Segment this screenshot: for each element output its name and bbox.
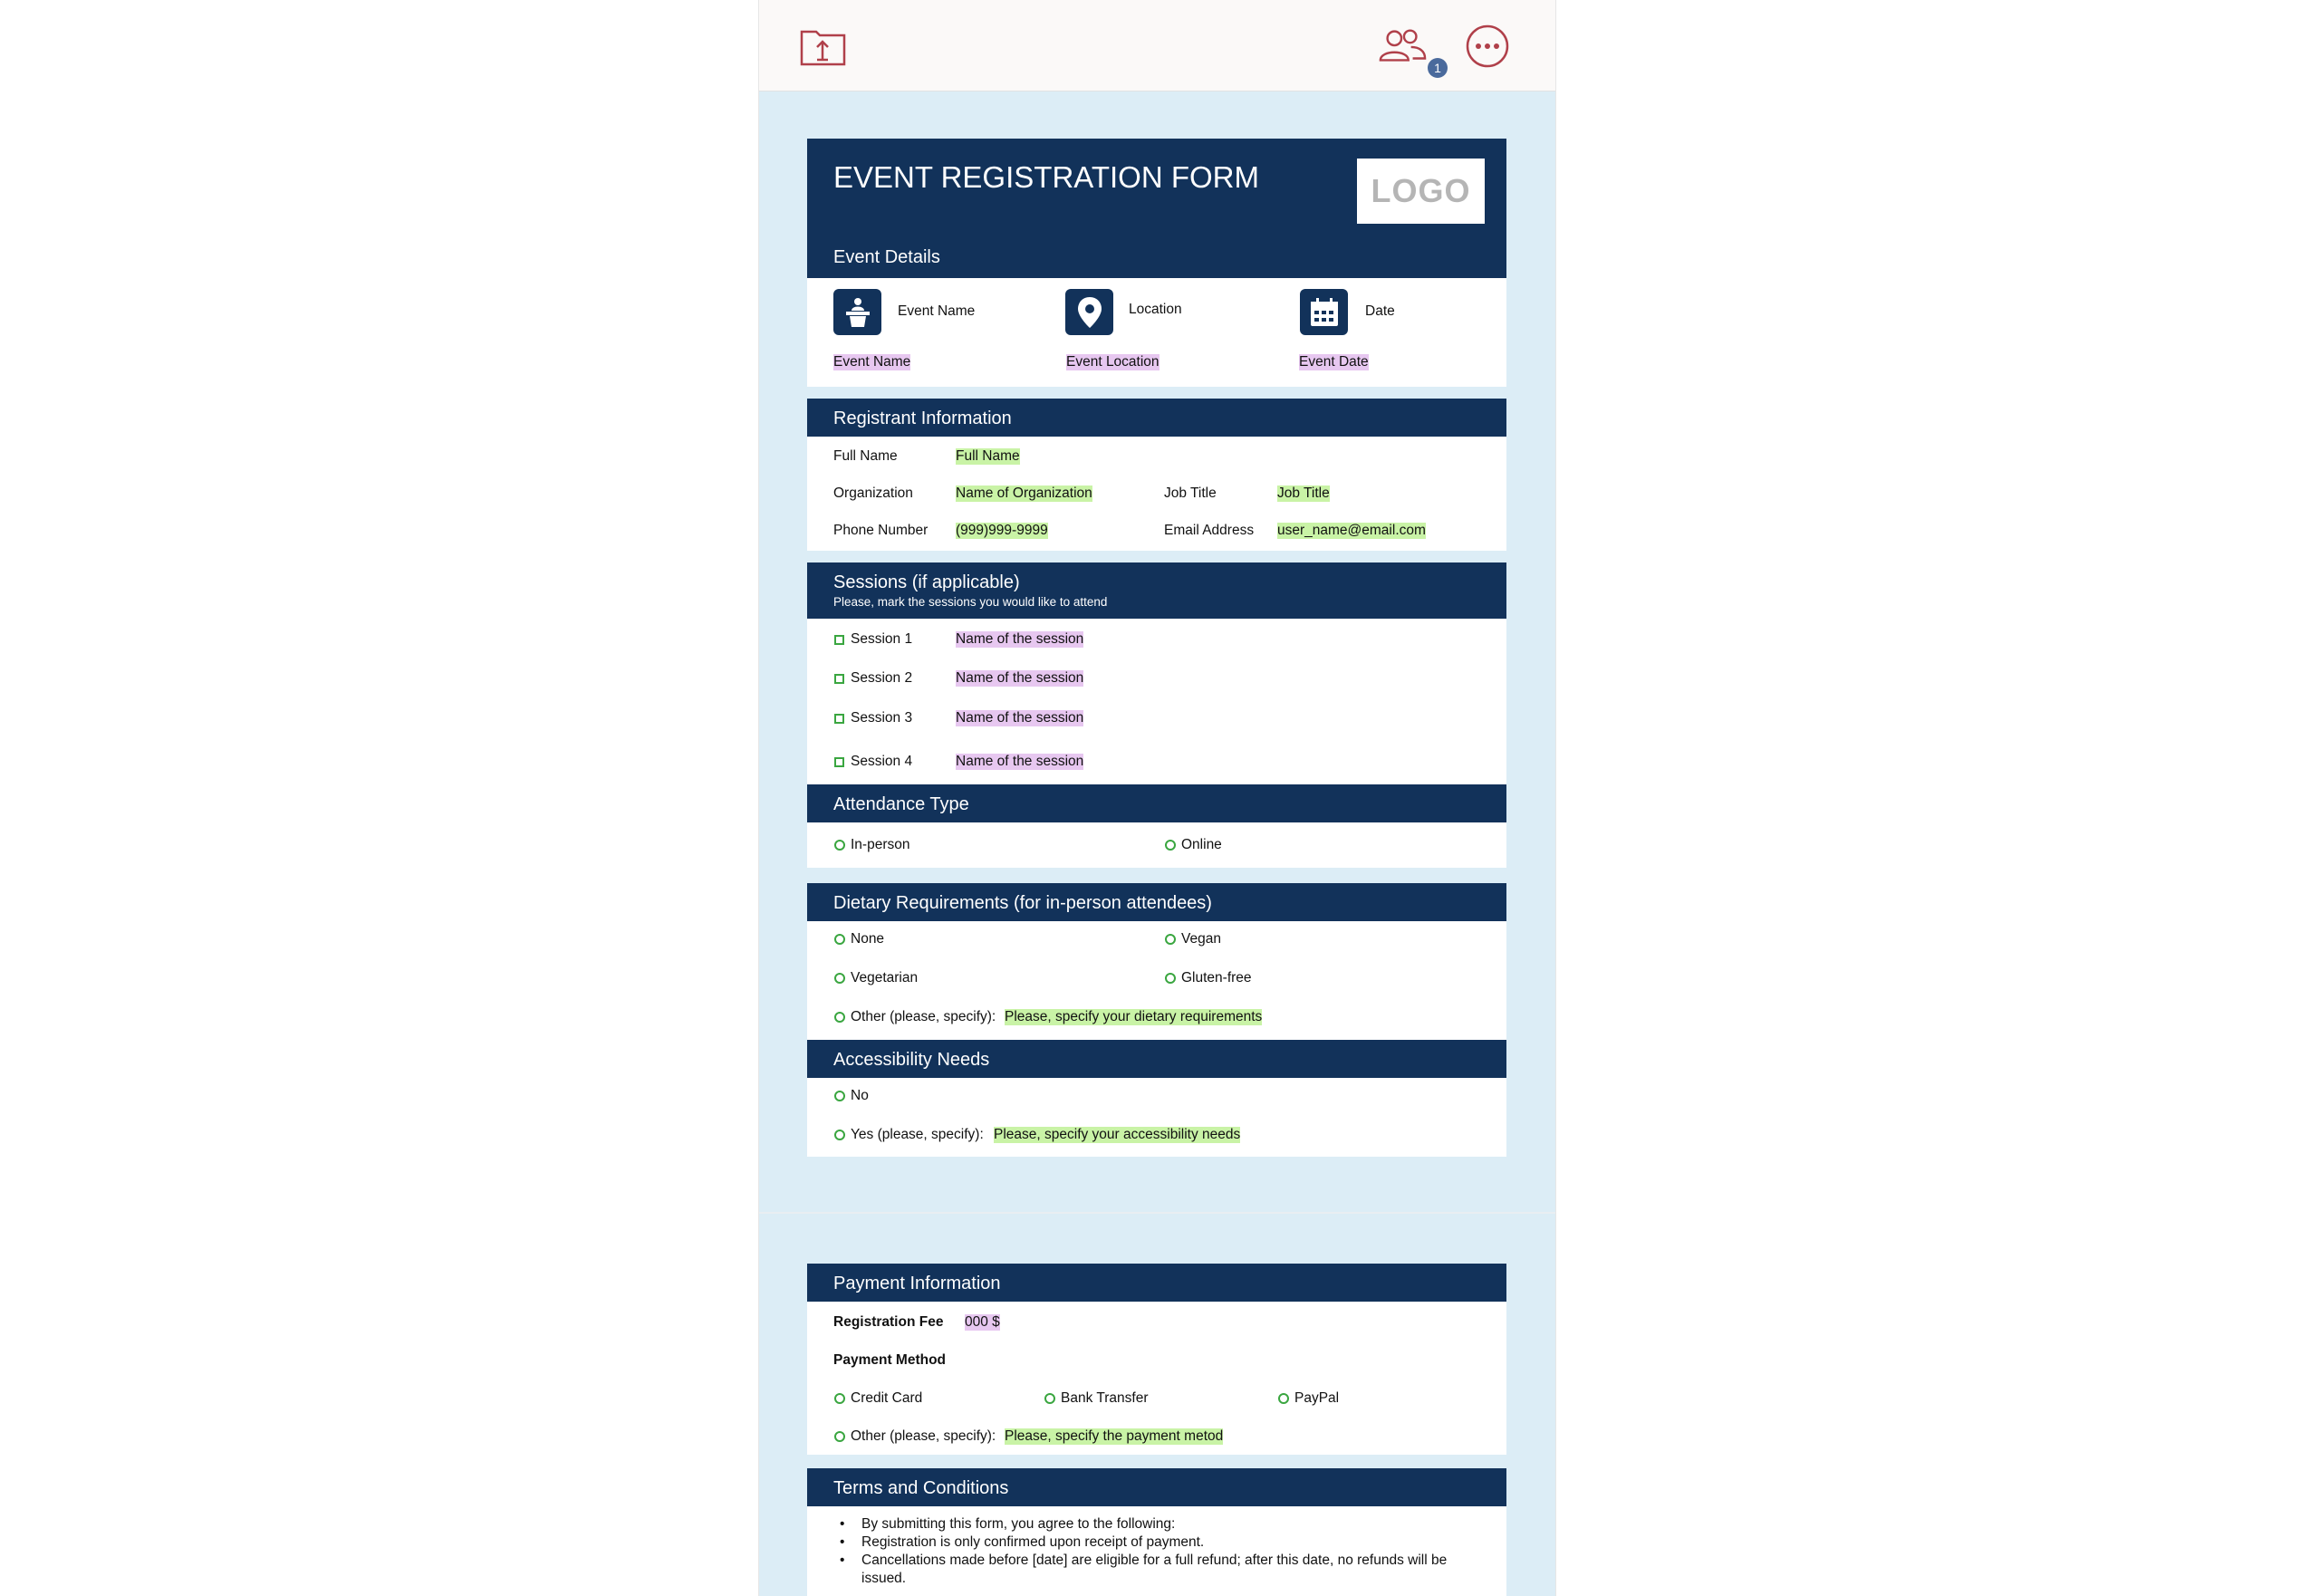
diet-gluten-free-label: Gluten-free <box>1181 970 1252 985</box>
sessions-header <box>807 562 1506 619</box>
terms-item: • By submitting this form, you agree to the following: <box>834 1515 1487 1534</box>
terms-heading: Terms and Conditions <box>833 1478 1009 1498</box>
diet-vegetarian-radio[interactable] <box>834 973 845 984</box>
form-title: EVENT REGISTRATION FORM <box>833 160 1259 194</box>
paypal-label: PayPal <box>1294 1390 1340 1406</box>
phone-number-field[interactable]: (999)999-9999 <box>956 523 1048 538</box>
sessions-subheading: Please, mark the sessions you would like to attend <box>833 595 1108 609</box>
terms-item: • Cancellations made before [date] are eligible for a full refund; after this date, no refunds will be issued. <box>834 1552 1487 1588</box>
accessibility-no-radio[interactable] <box>834 1091 845 1101</box>
diet-vegetarian-label: Vegetarian <box>851 970 919 985</box>
session-4-label: Session 4 <box>851 754 913 769</box>
more-options-icon <box>1465 24 1510 69</box>
diet-vegan-label: Vegan <box>1181 931 1221 947</box>
accessibility-yes-radio[interactable] <box>834 1130 845 1140</box>
phone-number-label: Phone Number <box>833 523 929 538</box>
participant-count-badge: 1 <box>1428 58 1448 78</box>
credit-card-radio[interactable] <box>834 1393 845 1404</box>
session-4-name-field[interactable]: Name of the session <box>956 754 1084 769</box>
payment-header <box>807 1264 1506 1302</box>
terms-section <box>807 1506 1506 1596</box>
attendance-header <box>807 784 1506 822</box>
calendar-icon <box>1300 289 1348 335</box>
sessions-section <box>807 619 1506 784</box>
registrant-info-header <box>807 399 1506 437</box>
event-details-heading: Event Details <box>833 247 940 267</box>
accessibility-header <box>807 1040 1506 1078</box>
session-3-checkbox[interactable] <box>834 714 844 724</box>
organization-field[interactable]: Name of Organization <box>956 486 1092 501</box>
diet-none-radio[interactable] <box>834 934 845 945</box>
bank-transfer-label: Bank Transfer <box>1061 1390 1149 1406</box>
event-name-field[interactable]: Event Name <box>833 354 911 370</box>
diet-gluten-free-radio[interactable] <box>1165 973 1176 984</box>
event-location-field[interactable]: Event Location <box>1066 354 1160 370</box>
upload-button[interactable] <box>799 22 848 71</box>
credit-card-label: Credit Card <box>851 1390 923 1406</box>
registration-fee-label: Registration Fee <box>833 1314 944 1330</box>
job-title-field[interactable]: Job Title <box>1277 486 1330 501</box>
in-person-radio[interactable] <box>834 840 845 851</box>
payment-heading: Payment Information <box>833 1274 1001 1293</box>
dietary-header <box>807 883 1506 921</box>
location-pin-icon <box>1065 289 1113 335</box>
session-2-label: Session 2 <box>851 670 913 686</box>
terms-list <box>834 1515 1487 1588</box>
bank-transfer-radio[interactable] <box>1044 1393 1055 1404</box>
date-label: Date <box>1365 303 1395 319</box>
registration-fee-field[interactable]: 000 $ <box>965 1314 1000 1330</box>
registrant-info-heading: Registrant Information <box>833 409 1012 428</box>
diet-other-label: Other (please, specify): <box>851 1009 996 1024</box>
attendance-heading: Attendance Type <box>833 794 969 814</box>
full-name-label: Full Name <box>833 448 898 464</box>
terms-item: • Registration is only confirmed upon receipt of payment. <box>834 1534 1487 1552</box>
diet-other-radio[interactable] <box>834 1012 845 1023</box>
online-radio[interactable] <box>1165 840 1176 851</box>
organization-label: Organization <box>833 486 913 501</box>
dietary-section <box>807 921 1506 1040</box>
payment-method-label: Payment Method <box>833 1352 947 1368</box>
sessions-heading: Sessions (if applicable) <box>833 572 1020 592</box>
session-4-checkbox[interactable] <box>834 757 844 767</box>
online-label: Online <box>1181 837 1222 852</box>
attendance-section <box>807 822 1506 868</box>
session-2-name-field[interactable]: Name of the session <box>956 670 1084 686</box>
in-person-label: In-person <box>851 837 910 852</box>
page-separator <box>759 1212 1555 1214</box>
registrant-info-section <box>807 437 1506 551</box>
accessibility-section <box>807 1078 1506 1157</box>
form-header <box>807 139 1506 278</box>
people-icon <box>1378 26 1427 66</box>
event-date-field[interactable]: Event Date <box>1299 354 1369 370</box>
session-1-checkbox[interactable] <box>834 635 844 645</box>
event-name-label: Event Name <box>898 303 976 319</box>
payment-other-radio[interactable] <box>834 1431 845 1442</box>
participants-button[interactable] <box>1378 22 1427 71</box>
session-3-label: Session 3 <box>851 710 913 726</box>
diet-other-field[interactable]: Please, specify your dietary requirements <box>1005 1009 1263 1024</box>
email-address-field[interactable]: user_name@email.com <box>1277 523 1426 538</box>
location-label: Location <box>1129 302 1182 317</box>
form-page-2 <box>807 1264 1506 1596</box>
speaker-podium-icon <box>833 289 881 335</box>
email-address-label: Email Address <box>1164 523 1255 538</box>
accessibility-yes-field[interactable]: Please, specify your accessibility needs <box>994 1127 1241 1142</box>
accessibility-yes-label: Yes (please, specify): <box>851 1127 984 1142</box>
folder-upload-icon <box>800 26 847 66</box>
payment-other-field[interactable]: Please, specify the payment metod <box>1005 1428 1224 1444</box>
accessibility-heading: Accessibility Needs <box>833 1050 990 1070</box>
form-page-1 <box>807 139 1506 1157</box>
session-1-name-field[interactable]: Name of the session <box>956 631 1084 647</box>
session-2-checkbox[interactable] <box>834 674 844 684</box>
terms-header <box>807 1468 1506 1506</box>
logo-placeholder: LOGO <box>1357 159 1485 224</box>
document-viewer <box>758 0 1556 1596</box>
dietary-heading: Dietary Requirements (for in-person attendees) <box>833 893 1212 913</box>
diet-vegan-radio[interactable] <box>1165 934 1176 945</box>
more-options-button[interactable] <box>1463 22 1512 71</box>
accessibility-no-label: No <box>851 1088 869 1103</box>
payment-other-label: Other (please, specify): <box>851 1428 996 1444</box>
event-details-section <box>807 278 1506 387</box>
viewer-toolbar <box>759 0 1555 91</box>
payment-section <box>807 1302 1506 1455</box>
full-name-field[interactable]: Full Name <box>956 448 1020 464</box>
session-1-label: Session 1 <box>851 631 913 647</box>
session-3-name-field[interactable]: Name of the session <box>956 710 1084 726</box>
diet-none-label: None <box>851 931 885 947</box>
job-title-label: Job Title <box>1164 486 1217 501</box>
paypal-radio[interactable] <box>1278 1393 1289 1404</box>
